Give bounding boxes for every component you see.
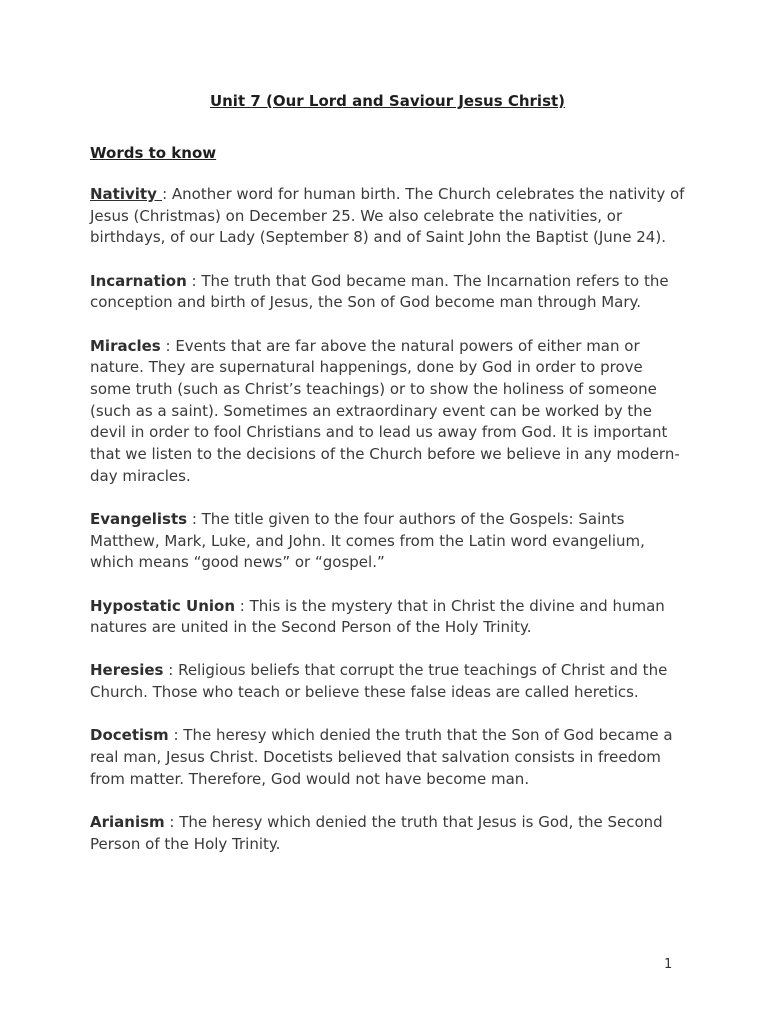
glossary-entry-heresies [90, 660, 685, 703]
glossary-term: Incarnation [90, 271, 187, 290]
glossary-definition: : The heresy which denied the truth that the Son of God became a real man, Jesus Christ. Docetists believed that salvation consists in freedom from matter. Therefore, God would not have become man. [90, 726, 673, 788]
document-page [90, 90, 685, 877]
document-title: Unit 7 (Our Lord and Saviour Jesus Christ) [209, 92, 566, 110]
glossary-definition: : The title given to the four authors of the Gospels: Saints Matthew, Mark, Luke, and John. It comes from the Latin word evangelium, which means “good news” or “gospel.” [90, 509, 645, 572]
glossary-definition: : Events that are far above the natural powers of either man or nature. They are supernatural happenings, done by God in order to prove some truth (such as Christ’s teachings) or to show the holiness of someone (such as a saint). Sometimes an extraordinary event can be worked by the devil in order to fool Christians and to lead us away from God. It is important that we listen to the decisions of the Church before we believe in any modern-day miracles. [90, 336, 680, 485]
glossary-entry-docetism [90, 725, 685, 790]
glossary-term: Docetism [90, 726, 169, 745]
glossary-definition: : The heresy which denied the truth that Jesus is God, the Second Person of the Holy Trinity. [90, 812, 663, 853]
glossary-entry-arianism [90, 812, 685, 855]
glossary-term: Miracles [90, 336, 161, 355]
page-number: 1 [664, 957, 673, 972]
glossary-entry-hypostatic-union [90, 596, 685, 639]
glossary-definition: : The truth that God became man. The Incarnation refers to the conception and birth of Jesus, the Son of God become man through Mary. [90, 271, 669, 312]
glossary-entry-evangelists [90, 509, 685, 574]
glossary-term: Evangelists [90, 509, 188, 528]
glossary-entry-incarnation [90, 271, 685, 314]
glossary-list [90, 184, 685, 855]
glossary-entry-nativity [90, 184, 685, 249]
glossary-term: Hypostatic Union [90, 596, 236, 615]
section-heading-words-to-know: Words to know [90, 144, 217, 162]
glossary-definition: : This is the mystery that in Christ the divine and human natures are united in the Second Person of the Holy Trinity. [90, 596, 665, 637]
glossary-term: Arianism [90, 812, 165, 831]
glossary-definition: : Another word for human birth. The Church celebrates the nativity of Jesus (Christmas) on December 25. We also celebrate the nativities, or birthdays, of our Lady (September 8) and of Saint John the Baptist (June 24). [90, 185, 685, 247]
glossary-entry-miracles [90, 336, 685, 488]
glossary-term: Nativity [90, 185, 163, 203]
glossary-term: Heresies [90, 661, 164, 680]
glossary-definition: : Religious beliefs that corrupt the true teachings of Christ and the Church. Those who teach or believe these false ideas are called heretics. [90, 661, 668, 702]
